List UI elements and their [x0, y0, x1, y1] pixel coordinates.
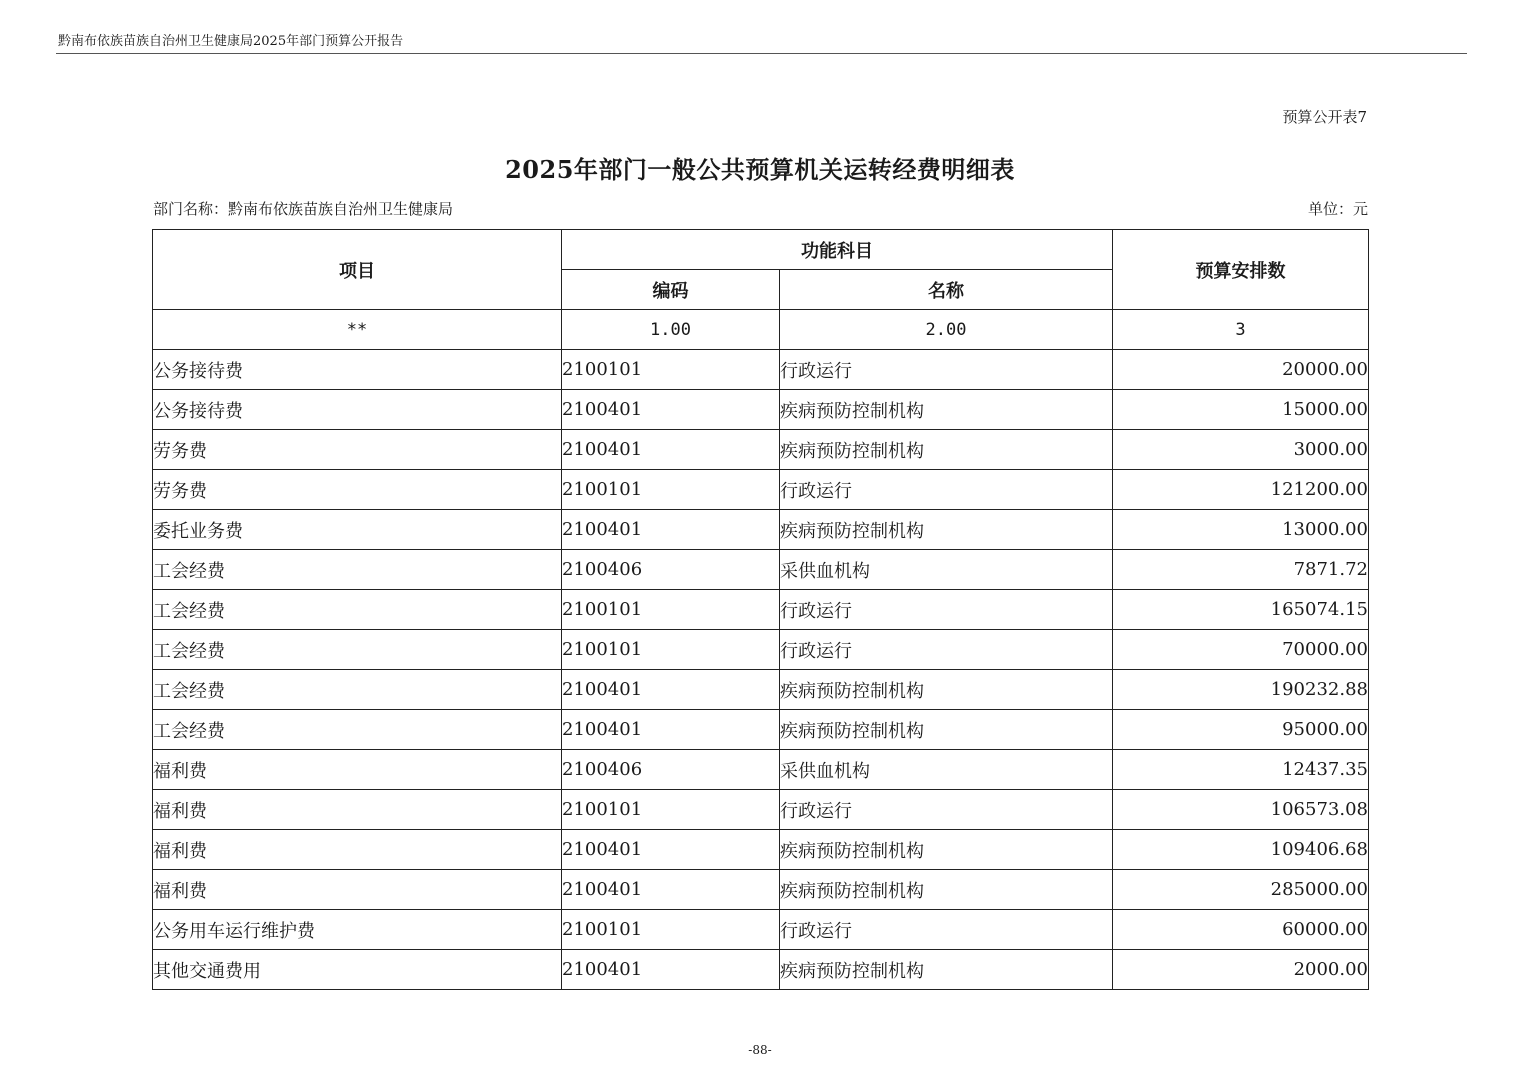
row-code-cell: 2100401	[562, 950, 780, 990]
row-amount-cell: 165074.15	[1113, 590, 1369, 630]
row-code-cell: 2100101	[562, 350, 780, 390]
row-code-cell: 2100101	[562, 630, 780, 670]
row-item-cell: 福利费	[153, 790, 562, 830]
table-row	[153, 350, 1369, 390]
department-name: 部门名称：黔南布依族苗族自治州卫生健康局	[153, 200, 454, 218]
row-amount-cell: 95000.00	[1113, 710, 1369, 750]
header-function-subject: 功能科目	[562, 230, 1113, 270]
row-item-cell: 委托业务费	[153, 510, 562, 550]
index-cell: 1.00	[562, 310, 780, 350]
row-name-cell: 行政运行	[780, 470, 1113, 510]
table-row	[153, 550, 1369, 590]
row-amount-cell: 106573.08	[1113, 790, 1369, 830]
row-amount-cell: 20000.00	[1113, 350, 1369, 390]
page-number: -88-	[748, 1043, 772, 1057]
table-number: 预算公开表7	[1282, 108, 1367, 126]
row-name-cell: 行政运行	[780, 590, 1113, 630]
row-name-cell: 疾病预防控制机构	[780, 390, 1113, 430]
row-code-cell: 2100401	[562, 390, 780, 430]
budget-table	[152, 229, 1369, 990]
row-amount-cell: 15000.00	[1113, 390, 1369, 430]
index-cell: **	[153, 310, 562, 350]
row-amount-cell: 60000.00	[1113, 910, 1369, 950]
row-amount-cell: 2000.00	[1113, 950, 1369, 990]
row-amount-cell: 12437.35	[1113, 750, 1369, 790]
row-name-cell: 行政运行	[780, 790, 1113, 830]
row-item-cell: 工会经费	[153, 630, 562, 670]
row-name-cell: 疾病预防控制机构	[780, 830, 1113, 870]
row-name-cell: 疾病预防控制机构	[780, 870, 1113, 910]
row-name-cell: 行政运行	[780, 630, 1113, 670]
row-amount-cell: 285000.00	[1113, 870, 1369, 910]
row-item-cell: 工会经费	[153, 670, 562, 710]
row-name-cell: 疾病预防控制机构	[780, 430, 1113, 470]
table-row	[153, 590, 1369, 630]
meta-row	[153, 198, 1368, 219]
row-code-cell: 2100401	[562, 870, 780, 910]
row-item-cell: 福利费	[153, 750, 562, 790]
row-item-cell: 福利费	[153, 870, 562, 910]
document-title: 2025年部门一般公共预算机关运转经费明细表	[505, 155, 1015, 184]
row-item-cell: 公务接待费	[153, 390, 562, 430]
row-amount-cell: 13000.00	[1113, 510, 1369, 550]
header-rule	[56, 53, 1467, 54]
table-row	[153, 830, 1369, 870]
unit-label: 单位：元	[1307, 200, 1368, 218]
row-code-cell: 2100406	[562, 750, 780, 790]
header-name: 名称	[780, 270, 1113, 310]
row-code-cell: 2100401	[562, 710, 780, 750]
index-row	[153, 310, 1369, 350]
row-item-cell: 工会经费	[153, 710, 562, 750]
table-row	[153, 670, 1369, 710]
table-row	[153, 470, 1369, 510]
table-row	[153, 790, 1369, 830]
table-row	[153, 390, 1369, 430]
row-amount-cell: 3000.00	[1113, 430, 1369, 470]
row-name-cell: 疾病预防控制机构	[780, 950, 1113, 990]
row-amount-cell: 109406.68	[1113, 830, 1369, 870]
row-name-cell: 疾病预防控制机构	[780, 710, 1113, 750]
table-row	[153, 910, 1369, 950]
row-code-cell: 2100401	[562, 510, 780, 550]
row-name-cell: 行政运行	[780, 910, 1113, 950]
row-code-cell: 2100401	[562, 670, 780, 710]
table-row	[153, 630, 1369, 670]
header-row-1	[153, 230, 1369, 270]
row-item-cell: 劳务费	[153, 430, 562, 470]
row-code-cell: 2100101	[562, 910, 780, 950]
row-item-cell: 公务接待费	[153, 350, 562, 390]
index-cell: 3	[1113, 310, 1369, 350]
row-item-cell: 公务用车运行维护费	[153, 910, 562, 950]
table-row	[153, 950, 1369, 990]
row-amount-cell: 7871.72	[1113, 550, 1369, 590]
row-item-cell: 工会经费	[153, 550, 562, 590]
row-code-cell: 2100101	[562, 790, 780, 830]
row-code-cell: 2100401	[562, 830, 780, 870]
table-row	[153, 430, 1369, 470]
header-item: 项目	[153, 230, 562, 310]
row-amount-cell: 121200.00	[1113, 470, 1369, 510]
row-name-cell: 采供血机构	[780, 750, 1113, 790]
row-name-cell: 行政运行	[780, 350, 1113, 390]
row-code-cell: 2100406	[562, 550, 780, 590]
row-item-cell: 福利费	[153, 830, 562, 870]
header-code: 编码	[562, 270, 780, 310]
row-code-cell: 2100101	[562, 470, 780, 510]
row-item-cell: 其他交通费用	[153, 950, 562, 990]
row-code-cell: 2100101	[562, 590, 780, 630]
table-row	[153, 870, 1369, 910]
row-item-cell: 工会经费	[153, 590, 562, 630]
index-cell: 2.00	[780, 310, 1113, 350]
row-amount-cell: 70000.00	[1113, 630, 1369, 670]
row-code-cell: 2100401	[562, 430, 780, 470]
row-name-cell: 采供血机构	[780, 550, 1113, 590]
table-row	[153, 510, 1369, 550]
row-name-cell: 疾病预防控制机构	[780, 670, 1113, 710]
row-item-cell: 劳务费	[153, 470, 562, 510]
header-amount: 预算安排数	[1113, 230, 1369, 310]
row-name-cell: 疾病预防控制机构	[780, 510, 1113, 550]
table-row	[153, 710, 1369, 750]
row-amount-cell: 190232.88	[1113, 670, 1369, 710]
table-row	[153, 750, 1369, 790]
running-header: 黔南布依族苗族自治州卫生健康局2025年部门预算公开报告	[58, 34, 404, 49]
